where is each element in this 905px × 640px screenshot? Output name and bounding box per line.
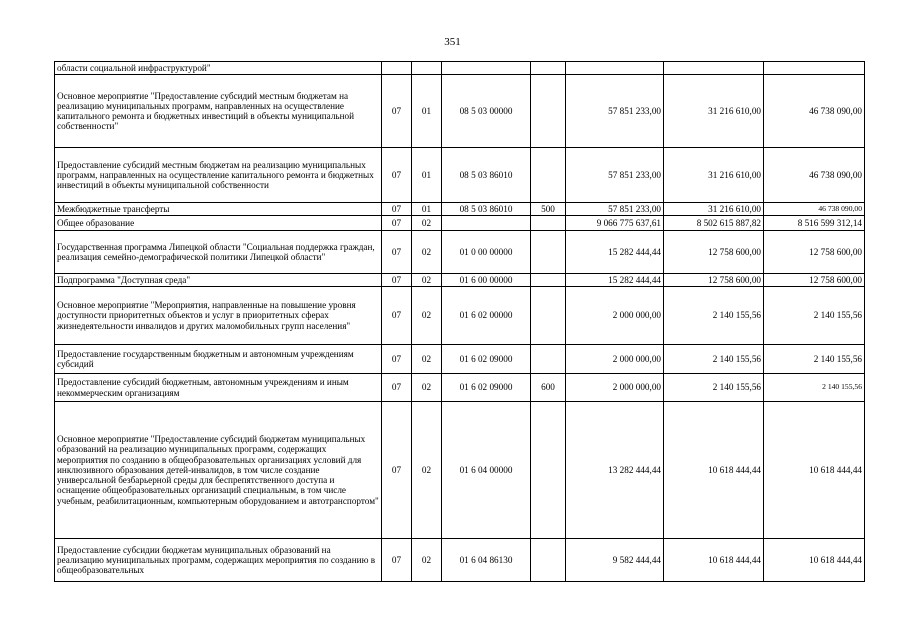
- amount-year3-cell: 2 140 155,56: [764, 287, 865, 345]
- table-row: [55, 216, 865, 231]
- table-row: [55, 274, 865, 287]
- row-name-cell: Государственная программа Липецкой области "Социальная поддержка граждан, реализация семейно-демографической политики Липецкой области": [55, 231, 382, 274]
- expense-type-cell: 600: [531, 374, 566, 402]
- amount-year2-cell: 10 618 444,44: [664, 539, 764, 582]
- subsection-cell: 02: [412, 274, 442, 287]
- expense-type-cell: [531, 287, 566, 345]
- table-row: [55, 402, 865, 539]
- amount-year2-cell: 2 140 155,56: [664, 374, 764, 402]
- amount-year3-cell: 2 140 155,56: [764, 374, 865, 402]
- amount-year1-cell: 15 282 444,44: [566, 274, 664, 287]
- amount-year2-cell: 10 618 444,44: [664, 402, 764, 539]
- target-article-cell: 08 5 03 00000: [442, 75, 531, 148]
- amount-year3-cell: 8 516 599 312,14: [764, 216, 865, 231]
- section-cell: 07: [382, 203, 412, 216]
- amount-year3-cell: 46 738 090,00: [764, 75, 865, 148]
- amount-year2-cell: 2 140 155,56: [664, 345, 764, 374]
- expense-type-cell: [531, 345, 566, 374]
- subsection-cell: 02: [412, 231, 442, 274]
- section-cell: 07: [382, 402, 412, 539]
- amount-year2-cell: 31 216 610,00: [664, 75, 764, 148]
- table-row: [55, 287, 865, 345]
- expense-type-cell: [531, 539, 566, 582]
- section-cell: 07: [382, 287, 412, 345]
- target-article-cell: 01 0 00 00000: [442, 231, 531, 274]
- table-row: [55, 374, 865, 402]
- row-name-cell: Предоставление государственным бюджетным и автономным учреждениям субсидий: [55, 345, 382, 374]
- amount-year2-cell: 31 216 610,00: [664, 148, 764, 203]
- budget-table: [54, 61, 865, 582]
- row-name-cell: Основное мероприятие "Предоставление субсидий бюджетам муниципальных образований на реализацию муниципальных программ, содержащих мероприятия по созданию в общеобразовательных организациях условий для инклюзивного образования детей-инвалидов, в том числе создание универсальной безбарьерной среды для беспрепятственного доступа и оснащение общеобразовательных организаций специальным, в том числе учебным, реабилитационным, компьютерным оборудованием и автотранспортом": [55, 402, 382, 539]
- table-row: [55, 75, 865, 148]
- amount-year1-cell: 9 066 775 637,61: [566, 216, 664, 231]
- target-article-cell: 01 6 02 09000: [442, 374, 531, 402]
- amount-year3-cell: 46 738 090,00: [764, 148, 865, 203]
- row-name-cell: Межбюджетные трансферты: [55, 203, 382, 216]
- amount-year3-cell: 10 618 444,44: [764, 402, 865, 539]
- amount-year3-cell: 12 758 600,00: [764, 231, 865, 274]
- amount-year3-cell: 10 618 444,44: [764, 539, 865, 582]
- section-cell: 07: [382, 539, 412, 582]
- target-article-cell: 01 6 04 00000: [442, 402, 531, 539]
- expense-type-cell: [531, 62, 566, 75]
- expense-type-cell: [531, 75, 566, 148]
- target-article-cell: 01 6 04 86130: [442, 539, 531, 582]
- subsection-cell: 02: [412, 216, 442, 231]
- target-article-cell: [442, 216, 531, 231]
- target-article-cell: 01 6 02 00000: [442, 287, 531, 345]
- section-cell: 07: [382, 216, 412, 231]
- subsection-cell: 02: [412, 287, 442, 345]
- amount-year3-cell: 12 758 600,00: [764, 274, 865, 287]
- expense-type-cell: [531, 231, 566, 274]
- section-cell: 07: [382, 231, 412, 274]
- subsection-cell: 01: [412, 75, 442, 148]
- row-name-cell: Предоставление субсидий бюджетным, автономным учреждениям и иным некоммерческим организациям: [55, 374, 382, 402]
- table-row: [55, 62, 865, 75]
- target-article-cell: [442, 62, 531, 75]
- subsection-cell: 01: [412, 148, 442, 203]
- row-name-cell: Подпрограмма "Доступная среда": [55, 274, 382, 287]
- section-cell: 07: [382, 345, 412, 374]
- amount-year1-cell: 57 851 233,00: [566, 148, 664, 203]
- section-cell: 07: [382, 374, 412, 402]
- amount-year1-cell: 57 851 233,00: [566, 203, 664, 216]
- expense-type-cell: [531, 216, 566, 231]
- amount-year1-cell: 57 851 233,00: [566, 75, 664, 148]
- amount-year2-cell: 8 502 615 887,82: [664, 216, 764, 231]
- subsection-cell: 02: [412, 345, 442, 374]
- page-number: 351: [444, 36, 461, 48]
- expense-type-cell: [531, 274, 566, 287]
- amount-year3-cell: 46 738 090,00: [764, 203, 865, 216]
- amount-year2-cell: 31 216 610,00: [664, 203, 764, 216]
- amount-year1-cell: 2 000 000,00: [566, 287, 664, 345]
- amount-year1-cell: 2 000 000,00: [566, 345, 664, 374]
- amount-year1-cell: [566, 62, 664, 75]
- expense-type-cell: [531, 402, 566, 539]
- table-row: [55, 203, 865, 216]
- amount-year1-cell: 15 282 444,44: [566, 231, 664, 274]
- table-body: [55, 62, 865, 582]
- table-row: [55, 345, 865, 374]
- row-name-cell: Предоставление субсидии бюджетам муниципальных образований на реализацию муниципальных программ, содержащих мероприятия по созданию в общеобразовательных: [55, 539, 382, 582]
- amount-year1-cell: 13 282 444,44: [566, 402, 664, 539]
- expense-type-cell: [531, 148, 566, 203]
- subsection-cell: 02: [412, 374, 442, 402]
- amount-year2-cell: 2 140 155,56: [664, 287, 764, 345]
- subsection-cell: 01: [412, 203, 442, 216]
- row-name-cell: Общее образование: [55, 216, 382, 231]
- subsection-cell: 02: [412, 402, 442, 539]
- table-row: [55, 539, 865, 582]
- section-cell: 07: [382, 148, 412, 203]
- target-article-cell: 08 5 03 86010: [442, 203, 531, 216]
- row-name-cell: области социальной инфраструктурой": [55, 62, 382, 75]
- row-name-cell: Предоставление субсидий местным бюджетам на реализацию муниципальных программ, направленных на осуществление капитального ремонта и бюджетных инвестиций в объекты муниципальной собственности: [55, 148, 382, 203]
- target-article-cell: 01 6 00 00000: [442, 274, 531, 287]
- amount-year1-cell: 2 000 000,00: [566, 374, 664, 402]
- table-row: [55, 148, 865, 203]
- subsection-cell: 02: [412, 539, 442, 582]
- section-cell: 07: [382, 274, 412, 287]
- subsection-cell: [412, 62, 442, 75]
- expense-type-cell: 500: [531, 203, 566, 216]
- amount-year3-cell: 2 140 155,56: [764, 345, 865, 374]
- amount-year2-cell: 12 758 600,00: [664, 231, 764, 274]
- section-cell: [382, 62, 412, 75]
- row-name-cell: Основное мероприятие "Предоставление субсидий местным бюджетам на реализацию муниципальных программ, направленных на осуществление капитального ремонта и бюджетных инвестиций в объекты муниципальной собственности": [55, 75, 382, 148]
- target-article-cell: 08 5 03 86010: [442, 148, 531, 203]
- amount-year2-cell: 12 758 600,00: [664, 274, 764, 287]
- target-article-cell: 01 6 02 09000: [442, 345, 531, 374]
- amount-year3-cell: [764, 62, 865, 75]
- section-cell: 07: [382, 75, 412, 148]
- table-row: [55, 231, 865, 274]
- amount-year2-cell: [664, 62, 764, 75]
- amount-year1-cell: 9 582 444,44: [566, 539, 664, 582]
- row-name-cell: Основное мероприятие "Мероприятия, направленные на повышение уровня доступности приоритетных объектов и услуг в приоритетных сферах жизнедеятельности инвалидов и других маломобильных групп населения": [55, 287, 382, 345]
